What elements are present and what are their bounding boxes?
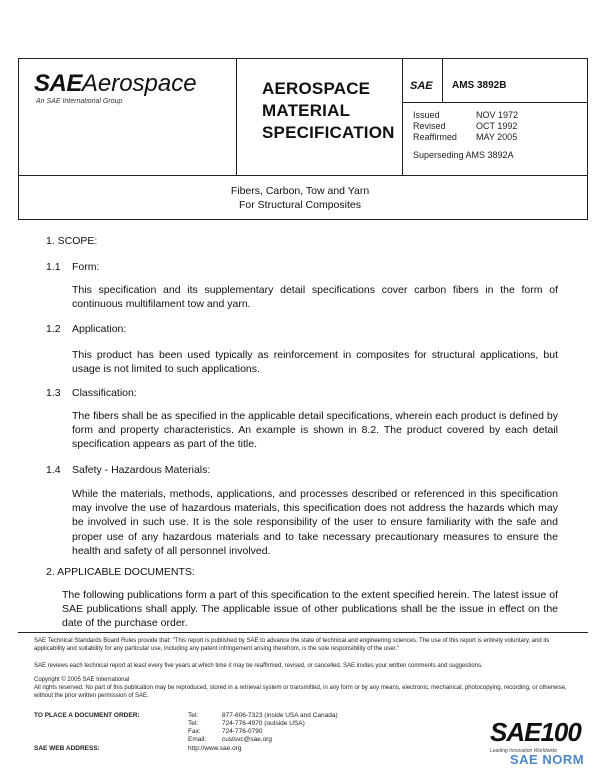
centennial-logo-text: SAE100 (490, 717, 581, 747)
reaffirmed-value: MAY 2005 (476, 132, 518, 142)
section-1-4-text: While the materials, methods, applications, and processes described or referenced in this specification may involve the use of hazardous materials, this specification does not address the hazards which may be involved in such use. It is the sole responsibility of the user to ensure familiarity with the safe and proper use of any hazardous materials and to take necessary precautionary measures to ensure the health and safety of all personnel involved. (72, 488, 558, 557)
logo-sae-text: SAE (34, 70, 82, 97)
ams-number: AMS 3892B (452, 80, 507, 91)
logo-aerospace-text: Aerospace (81, 70, 197, 97)
title-line-1: AEROSPACE (262, 79, 371, 98)
section-1-1-title: Form: (72, 261, 100, 273)
issued-value: NOV 1972 (476, 110, 519, 120)
order-label (34, 712, 140, 720)
document-title-line-2: For Structural Composites (239, 199, 361, 211)
section-1-3-title: Classification: (72, 387, 137, 399)
section-1-3-text: The fibers shall be as specified in the applicable detail specifications, wherein each product is defined by form and property characteristics. An example is shown in 8.2. The product covered by each detail specification appears as part of the title. (72, 410, 558, 451)
issue-values (476, 110, 518, 143)
section-1-2-number: 1.2 (46, 323, 61, 335)
logo-subtitle: An SAE International Group (36, 98, 123, 105)
section-1-1-number: 1.1 (46, 261, 61, 273)
section-1-heading: 1. SCOPE: (46, 235, 98, 247)
footer-copyright: Copyright © 2005 SAE International (34, 677, 130, 683)
document-type-title (262, 78, 395, 144)
sae-norm-watermark: SAE NORM (510, 752, 585, 767)
header-divider-mini (442, 58, 443, 102)
section-2-text: The following publications form a part of this specification to the extent specified herein. The latest issue of SAE publications shall apply. The applicable issue of other publications shall be the issue in effect on the date of the purchase order. (62, 589, 558, 630)
sae-mini-logo: SAE (410, 80, 433, 92)
fax-label: Fax: (188, 728, 201, 735)
sae-aerospace-logo (34, 72, 197, 96)
tel-label: Tel: (188, 712, 199, 719)
sae-centennial-logo (490, 717, 581, 754)
contact-values (222, 712, 338, 744)
header-divider-left (236, 58, 237, 176)
email-label: Email: (188, 736, 207, 743)
section-2-heading: 2. APPLICABLE DOCUMENTS: (46, 566, 195, 578)
tel-value: 877-606-7323 (inside USA and Canada) (222, 712, 338, 719)
web-label (34, 745, 100, 753)
document-title (0, 184, 600, 212)
header-divider-right (402, 58, 403, 176)
title-line-3: SPECIFICATION (262, 123, 395, 142)
section-1-4-number: 1.4 (46, 464, 61, 476)
order-label-text: TO PLACE A DOCUMENT ORDER: (34, 712, 140, 719)
tel2-label: Tel: (188, 720, 199, 727)
section-1-1-text: This specification and its supplementary detail specifications cover carbon fibers in the form of continuous multifilament tow and yarn. (72, 284, 558, 311)
revised-value: OCT 1992 (476, 121, 518, 131)
footer-rights-note: All rights reserved. No part of this publication may be reproduced, stored in a retrieval system or transmitted, in any form or by any means, electronic, mechanical, photocopying, recording, or otherwise, without the prior written permission of SAE. (34, 685, 567, 699)
superseding-note: Superseding AMS 3892A (413, 150, 514, 160)
title-line-2: MATERIAL (262, 101, 351, 120)
contact-labels (188, 712, 206, 744)
section-1-3-number: 1.3 (46, 387, 61, 399)
section-1-2-title: Application: (72, 323, 127, 335)
footer-review-note: SAE reviews each technical report at least every five years at which time it may be reaffirmed, revised, or cancelled. SAE invites your written comments and suggestions. (34, 663, 483, 669)
footer-rule (18, 632, 588, 633)
issue-labels (413, 110, 457, 143)
fax-value: 724-776-0790 (222, 728, 263, 735)
section-1-2-text: This product has been used typically as reinforcement in composites for structural applications, but usage is not limited to such applications. (72, 349, 558, 376)
header-divider-horizontal (402, 102, 588, 103)
section-1-4-title: Safety - Hazardous Materials: (72, 464, 211, 476)
footer-rules-note: SAE Technical Standards Board Rules provide that: "This report is published by SAE to advance the state of technical and engineering sciences. The use of this report is entirely voluntary, and its applicability and suitability for any particular use, including any patent infringement arising therefrom, is the sole responsibility of the user." (34, 638, 550, 652)
reaffirmed-label: Reaffirmed (413, 132, 457, 142)
issued-label: Issued (413, 110, 440, 120)
web-label-text: SAE WEB ADDRESS: (34, 745, 100, 752)
tel2-value: 724-776-4970 (outside USA) (222, 720, 305, 727)
email-value: custsvc@sae.org (222, 736, 272, 743)
web-address-link[interactable]: http://www.sae.org (188, 745, 242, 752)
document-title-line-1: Fibers, Carbon, Tow and Yarn (230, 185, 370, 197)
revised-label: Revised (413, 121, 446, 131)
centennial-tagline: Leading Innovation Worldwide (490, 748, 557, 754)
